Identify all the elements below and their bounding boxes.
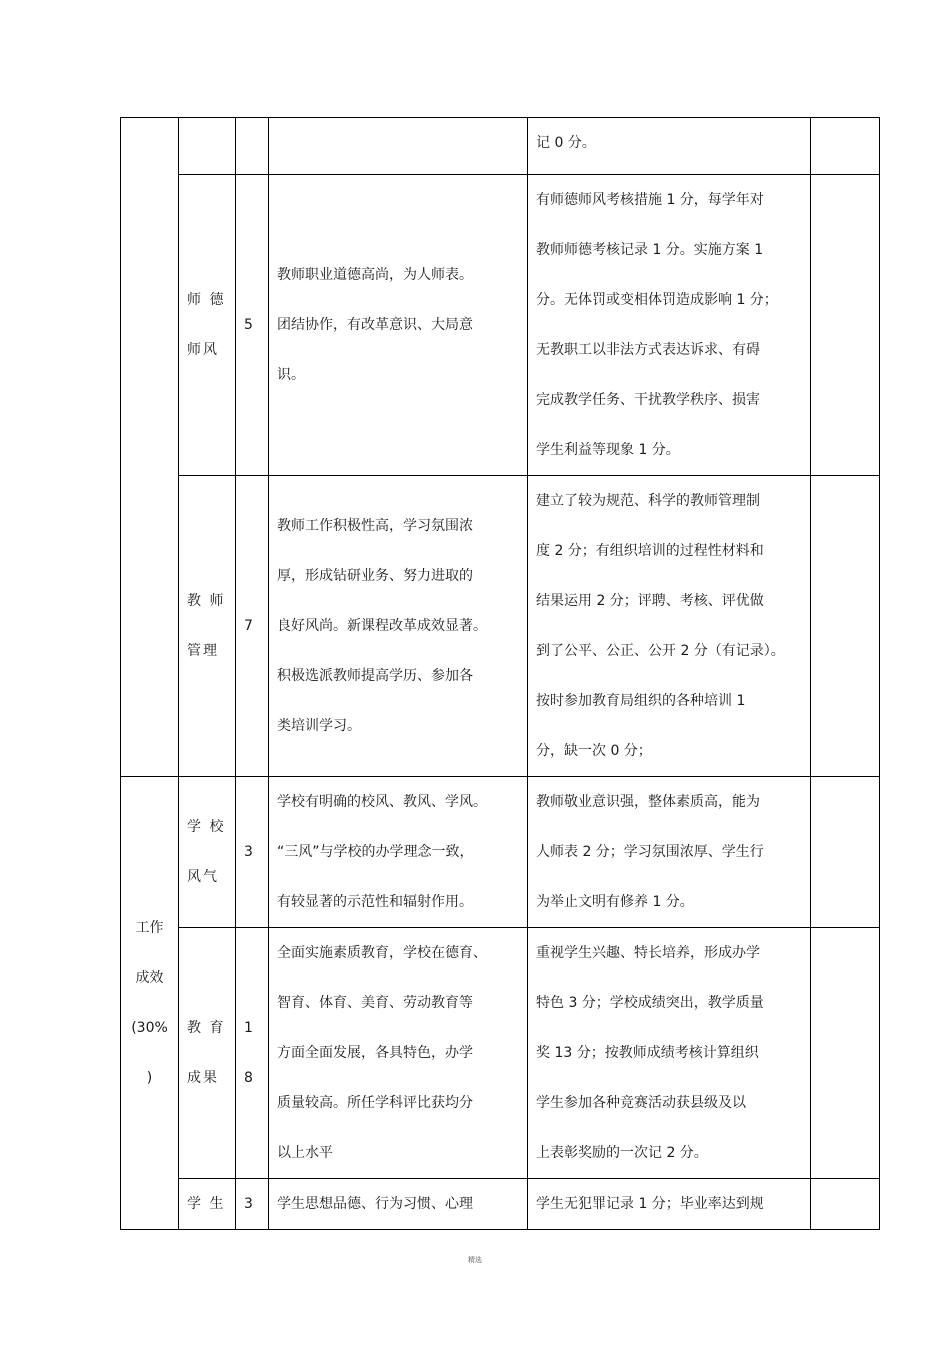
table-row xyxy=(121,777,880,928)
standard-cell-line: 以上水平 xyxy=(277,1145,333,1161)
criteria-cell-line: 人师表 2 分；学习氛围浓厚、学生行 xyxy=(536,844,764,860)
standard-cell-line: 方面全面发展，各具特色，办学 xyxy=(277,1045,473,1061)
criteria-cell-line: 无教职工以非法方式表达诉求、有碍 xyxy=(536,342,760,358)
score-cell-line: 1 xyxy=(244,1020,253,1036)
score-cell xyxy=(236,476,269,777)
criteria-cell xyxy=(528,777,811,928)
subcategory-cell xyxy=(179,928,236,1179)
criteria-cell-line: 有师德师风考核措施 1 分，每学年对 xyxy=(536,192,764,208)
criteria-cell-line: 为举止文明有修养 1 分。 xyxy=(536,894,694,910)
score-cell xyxy=(236,1179,269,1230)
remarks-cell xyxy=(811,476,880,777)
criteria-cell xyxy=(528,175,811,476)
subcategory-cell-line: 师风 xyxy=(187,342,219,358)
table-row xyxy=(121,1179,880,1230)
score-cell xyxy=(236,928,269,1179)
score-cell-line: 8 xyxy=(244,1070,253,1086)
score-cell-line: 5 xyxy=(244,317,253,333)
criteria-cell-line: 到了公平、公正、公开 2 分（有记录）。 xyxy=(536,643,785,659)
criteria-cell-line: 重视学生兴趣、特长培养，形成办学 xyxy=(536,945,760,961)
category-cell-work-results xyxy=(121,777,179,1230)
criteria-cell-line: 记 0 分。 xyxy=(536,135,596,151)
remarks-cell xyxy=(811,928,880,1179)
subcategory-cell xyxy=(179,777,236,928)
standard-cell-line: 厚，形成钻研业务、努力进取的 xyxy=(277,568,473,584)
criteria-cell xyxy=(528,1179,811,1230)
criteria-cell-line: 教师师德考核记录 1 分。实施方案 1 xyxy=(536,242,764,258)
subcategory-cell xyxy=(179,476,236,777)
standard-cell-line: 积极选派教师提高学历、参加各 xyxy=(277,668,473,684)
subcategory-cell xyxy=(179,1179,236,1230)
score-cell-line: 3 xyxy=(244,844,253,860)
criteria-cell-line: 学生利益等现象 1 分。 xyxy=(536,442,680,458)
criteria-cell-line: 教师敬业意识强，整体素质高，能为 xyxy=(536,794,760,810)
category-cell-blank xyxy=(121,118,179,777)
subcategory-cell xyxy=(179,118,236,175)
subcategory-cell-line: 师 德 xyxy=(187,292,226,308)
table-row xyxy=(121,928,880,1179)
criteria-cell-line: 完成教学任务、干扰教学秩序、损害 xyxy=(536,392,760,408)
standard-cell-line: 教师工作积极性高，学习氛围浓 xyxy=(277,518,473,534)
standard-cell-line: 良好风尚。新课程改革成效显著。 xyxy=(277,618,487,634)
category-cell-work-results-line: 工作 xyxy=(135,920,164,936)
standard-cell-line: 教师职业道德高尚，为人师表。 xyxy=(277,267,473,283)
criteria-cell-line: 度 2 分；有组织培训的过程性材料和 xyxy=(536,543,764,559)
subcategory-cell-line: 管理 xyxy=(187,643,219,659)
criteria-cell xyxy=(528,118,811,175)
subcategory-cell-line: 风气 xyxy=(187,869,219,885)
remarks-cell xyxy=(811,118,880,175)
subcategory-cell xyxy=(179,175,236,476)
score-cell xyxy=(236,777,269,928)
evaluation-table xyxy=(120,117,880,1230)
standard-cell-line: 质量较高。所任学科评比获均分 xyxy=(277,1095,473,1111)
standard-cell-line: 团结协作，有改革意识、大局意 xyxy=(277,317,473,333)
subcategory-cell-line: 教 师 xyxy=(187,593,226,609)
criteria-cell xyxy=(528,476,811,777)
category-cell-work-results-line: ) xyxy=(146,1070,153,1086)
criteria-cell-line: 按时参加教育局组织的各种培训 1 xyxy=(536,693,746,709)
criteria-cell-line: 分。无体罚或变相体罚造成影响 1 分； xyxy=(536,292,778,308)
table-row xyxy=(121,118,880,175)
subcategory-cell-line: 学 校 xyxy=(187,819,226,835)
standard-cell-line: 类培训学习。 xyxy=(277,718,361,734)
subcategory-cell-line: 教 育 xyxy=(187,1020,226,1036)
category-cell-work-results-line: 成效 xyxy=(135,970,164,986)
standard-cell-line: 全面实施素质教育，学校在德育、 xyxy=(277,945,487,961)
remarks-cell xyxy=(811,777,880,928)
table-row xyxy=(121,476,880,777)
standard-cell-line: “三风”与学校的办学理念一致， xyxy=(277,844,474,860)
standard-cell-line: 学生思想品德、行为习惯、心理 xyxy=(277,1196,473,1212)
standard-cell-line: 学校有明确的校风、教风、学风。 xyxy=(277,794,487,810)
criteria-cell xyxy=(528,928,811,1179)
criteria-cell-line: 学生无犯罪记录 1 分；毕业率达到规 xyxy=(536,1196,764,1212)
criteria-cell-line: 奖 13 分；按教师成绩考核计算组织 xyxy=(536,1045,759,1061)
standard-cell-line: 识。 xyxy=(277,367,305,383)
standard-cell xyxy=(269,928,528,1179)
criteria-cell-line: 结果运用 2 分；评聘、考核、评优做 xyxy=(536,593,764,609)
remarks-cell xyxy=(811,1179,880,1230)
score-cell-line: 7 xyxy=(244,618,253,634)
standard-cell xyxy=(269,476,528,777)
remarks-cell xyxy=(811,175,880,476)
standard-cell xyxy=(269,175,528,476)
criteria-cell-line: 学生参加各种竞赛活动获县级及以 xyxy=(536,1095,746,1111)
subcategory-cell-line: 成果 xyxy=(187,1070,219,1086)
subcategory-cell-line: 学 生 xyxy=(187,1196,226,1212)
score-cell xyxy=(236,118,269,175)
criteria-cell-line: 特色 3 分；学校成绩突出，教学质量 xyxy=(536,995,764,1011)
criteria-cell-line: 上表彰奖励的一次记 2 分。 xyxy=(536,1145,708,1161)
page-footer: 精选 xyxy=(468,1256,482,1264)
category-cell-work-results-line: (30% xyxy=(131,1020,168,1036)
standard-cell-line: 智育、体育、美育、劳动教育等 xyxy=(277,995,473,1011)
score-cell-line: 3 xyxy=(244,1196,253,1212)
score-cell xyxy=(236,175,269,476)
criteria-cell-line: 建立了较为规范、科学的教师管理制 xyxy=(536,493,760,509)
standard-cell xyxy=(269,1179,528,1230)
table-row xyxy=(121,175,880,476)
criteria-cell-line: 分，缺一次 0 分； xyxy=(536,743,652,759)
standard-cell-line: 有较显著的示范性和辐射作用。 xyxy=(277,894,473,910)
standard-cell xyxy=(269,118,528,175)
standard-cell xyxy=(269,777,528,928)
